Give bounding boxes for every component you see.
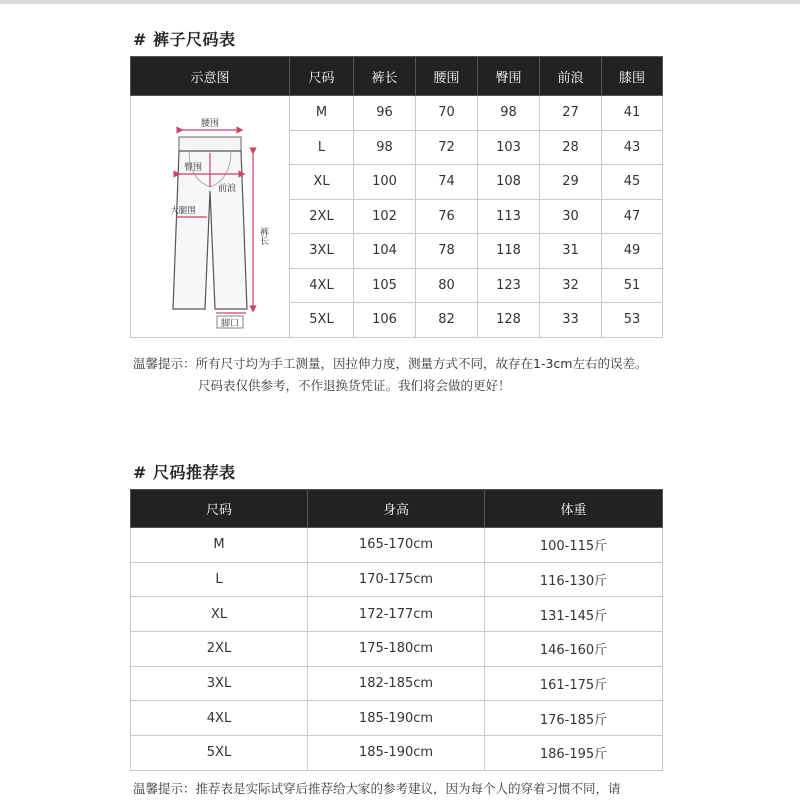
table-row xyxy=(131,701,663,736)
table-row xyxy=(131,736,663,771)
header-height: 身高 xyxy=(308,490,485,528)
cell-length: 105 xyxy=(354,268,416,303)
table-row xyxy=(131,632,663,667)
header-size: 尺码 xyxy=(131,490,308,528)
cell-height: 170-175cm xyxy=(308,562,485,597)
cell-front-rise: 27 xyxy=(540,96,602,131)
size-chart-title: # 裤子尺码表 xyxy=(133,30,236,49)
cell-knee: 47 xyxy=(602,199,663,234)
pants-diagram xyxy=(131,99,289,333)
recommend-header-row xyxy=(131,490,663,528)
cell-knee: 53 xyxy=(602,303,663,338)
cell-length: 96 xyxy=(354,96,416,131)
cell-weight: 100-115斤 xyxy=(485,528,663,563)
cell-height: 185-190cm xyxy=(308,701,485,736)
cell-weight: 131-145斤 xyxy=(485,597,663,632)
cell-weight: 116-130斤 xyxy=(485,562,663,597)
header-weight: 体重 xyxy=(485,490,663,528)
cell-weight: 176-185斤 xyxy=(485,701,663,736)
cell-size: 5XL xyxy=(290,303,354,338)
diagram-label-hip: 臀围 xyxy=(183,163,203,174)
cell-height: 182-185cm xyxy=(308,666,485,701)
header-size: 尺码 xyxy=(290,57,354,96)
cell-size: 4XL xyxy=(131,701,308,736)
cell-height: 172-177cm xyxy=(308,597,485,632)
cell-length: 104 xyxy=(354,234,416,269)
cell-front-rise: 31 xyxy=(540,234,602,269)
cell-front-rise: 30 xyxy=(540,199,602,234)
recommend-chart-title: # 尺码推荐表 xyxy=(133,463,236,482)
cell-length: 100 xyxy=(354,165,416,200)
cell-size: XL xyxy=(131,597,308,632)
cell-size: L xyxy=(290,130,354,165)
cell-size: M xyxy=(290,96,354,131)
cell-front-rise: 28 xyxy=(540,130,602,165)
cell-weight: 161-175斤 xyxy=(485,666,663,701)
diagram-label-length: 裤长 xyxy=(258,227,268,246)
cell-size: 2XL xyxy=(290,199,354,234)
cell-knee: 45 xyxy=(602,165,663,200)
cell-knee: 41 xyxy=(602,96,663,131)
size-chart-tip-line2: 尺码表仅供参考，不作退换货凭证。我们将会做的更好！ xyxy=(198,378,511,393)
cell-knee: 51 xyxy=(602,268,663,303)
cell-hip: 128 xyxy=(478,303,540,338)
table-row xyxy=(131,666,663,701)
cell-length: 102 xyxy=(354,199,416,234)
cell-waist: 82 xyxy=(416,303,478,338)
table-row xyxy=(131,562,663,597)
cell-size: XL xyxy=(290,165,354,200)
header-diagram: 示意图 xyxy=(131,57,290,96)
size-chart-tip-line1: 温馨提示：所有尺寸均为手工测量，因拉伸力度，测量方式不同，故存在1-3cm左右的误差。 xyxy=(133,356,648,371)
cell-size: 2XL xyxy=(131,632,308,667)
table-row xyxy=(131,597,663,632)
diagram-label-hem: 脚口 xyxy=(220,319,240,330)
cell-height: 165-170cm xyxy=(308,528,485,563)
waistband-shape xyxy=(179,137,241,151)
header-knee: 膝围 xyxy=(602,57,663,96)
recommend-chart-tip-line1: 温馨提示：推荐表是实际试穿后推荐给大家的参考建议，因为每个人的穿着习惯不同，请 xyxy=(133,781,621,796)
cell-waist: 74 xyxy=(416,165,478,200)
cell-size: 3XL xyxy=(290,234,354,269)
size-chart-header-row xyxy=(131,57,663,96)
cell-front-rise: 29 xyxy=(540,165,602,200)
table-row xyxy=(131,528,663,563)
cell-weight: 186-195斤 xyxy=(485,736,663,771)
cell-length: 106 xyxy=(354,303,416,338)
header-waist: 腰围 xyxy=(416,57,478,96)
cell-waist: 72 xyxy=(416,130,478,165)
cell-size: L xyxy=(131,562,308,597)
cell-hip: 113 xyxy=(478,199,540,234)
cell-weight: 146-160斤 xyxy=(485,632,663,667)
cell-size: 5XL xyxy=(131,736,308,771)
cell-front-rise: 33 xyxy=(540,303,602,338)
cell-height: 175-180cm xyxy=(308,632,485,667)
cell-height: 185-190cm xyxy=(308,736,485,771)
table-row xyxy=(131,96,663,131)
cell-waist: 78 xyxy=(416,234,478,269)
top-divider xyxy=(0,0,800,4)
cell-hip: 98 xyxy=(478,96,540,131)
recommend-chart-table xyxy=(130,489,663,771)
header-front-rise: 前浪 xyxy=(540,57,602,96)
cell-waist: 70 xyxy=(416,96,478,131)
cell-hip: 108 xyxy=(478,165,540,200)
diagram-label-thigh: 大腿围 xyxy=(170,206,196,217)
cell-hip: 103 xyxy=(478,130,540,165)
cell-knee: 43 xyxy=(602,130,663,165)
header-hip: 臀围 xyxy=(478,57,540,96)
cell-length: 98 xyxy=(354,130,416,165)
cell-waist: 76 xyxy=(416,199,478,234)
cell-hip: 123 xyxy=(478,268,540,303)
cell-hip: 118 xyxy=(478,234,540,269)
cell-waist: 80 xyxy=(416,268,478,303)
cell-front-rise: 32 xyxy=(540,268,602,303)
cell-size: 4XL xyxy=(290,268,354,303)
cell-size: 3XL xyxy=(131,666,308,701)
cell-knee: 49 xyxy=(602,234,663,269)
size-chart-table xyxy=(130,56,663,338)
diagram-label-waist: 腰围 xyxy=(200,119,220,130)
header-length: 裤长 xyxy=(354,57,416,96)
cell-size: M xyxy=(131,528,308,563)
diagram-label-front-rise: 前浪 xyxy=(217,184,237,195)
pants-diagram-cell xyxy=(131,96,290,338)
